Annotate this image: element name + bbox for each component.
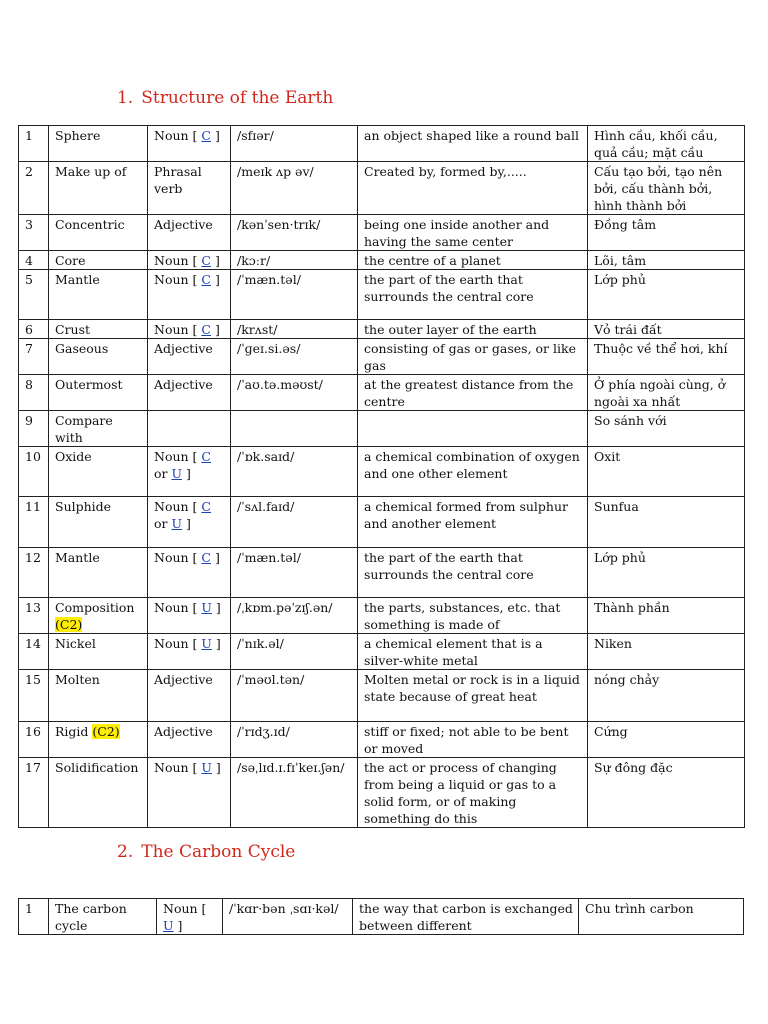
word-cell xyxy=(49,411,148,447)
pos-prefix: Adjective xyxy=(154,217,213,232)
word-text: Core xyxy=(55,253,86,268)
table-row xyxy=(19,126,745,162)
vietnamese-meaning-cell: Oxit xyxy=(588,447,745,497)
word-cell xyxy=(49,670,148,722)
pos-prefix: Noun [ xyxy=(154,449,202,464)
part-of-speech-cell xyxy=(148,634,231,670)
vietnamese-meaning-cell: Sunfua xyxy=(588,497,745,548)
word-text: Sulphide xyxy=(55,499,112,514)
table-row xyxy=(19,251,745,270)
word-cell xyxy=(49,598,148,634)
word-text: Mantle xyxy=(55,550,100,565)
word-text: Compare with xyxy=(55,413,113,445)
word-cell xyxy=(49,375,148,411)
pronunciation-cell: /kənˈsen·trɪk/ xyxy=(231,215,358,251)
word-cell xyxy=(49,126,148,162)
grammar-tag-link[interactable]: U xyxy=(163,918,174,933)
section-2-number: 2. xyxy=(117,842,134,862)
pronunciation-cell: /ˈaʊ.tə.məʊst/ xyxy=(231,375,358,411)
pronunciation-cell: /ˈmæn.təl/ xyxy=(231,548,358,598)
pos-prefix: Noun [ xyxy=(154,600,202,615)
table-row xyxy=(19,162,745,215)
table-row xyxy=(19,447,745,497)
vietnamese-meaning-cell: Chu trình carbon xyxy=(579,899,744,935)
table-row xyxy=(19,411,745,447)
word-cell xyxy=(49,899,157,935)
part-of-speech-cell xyxy=(148,126,231,162)
pos-suffix: ] xyxy=(211,636,221,651)
table-row xyxy=(19,598,745,634)
part-of-speech-cell xyxy=(148,411,231,447)
grammar-tag-link[interactable]: U xyxy=(171,466,183,481)
row-number: 6 xyxy=(19,320,49,339)
part-of-speech-cell xyxy=(148,215,231,251)
vietnamese-meaning-cell: Lớp phủ xyxy=(588,548,745,598)
word-text: Crust xyxy=(55,322,91,337)
table-row xyxy=(19,320,745,339)
table-row xyxy=(19,497,745,548)
pos-prefix: Adjective xyxy=(154,377,213,392)
table-1-body xyxy=(19,126,745,828)
word-cell xyxy=(49,215,148,251)
vietnamese-meaning-cell: Vỏ trái đất xyxy=(588,320,745,339)
table-2-body xyxy=(19,899,744,935)
definition-cell xyxy=(358,411,588,447)
grammar-tag-link[interactable]: C xyxy=(201,272,211,287)
definition-cell: the part of the earth that surrounds the central core xyxy=(358,548,588,598)
pos-prefix: Adjective xyxy=(154,672,213,687)
vietnamese-meaning-cell: Cứng xyxy=(588,722,745,758)
row-number: 4 xyxy=(19,251,49,270)
vietnamese-meaning-cell: Đồng tâm xyxy=(588,215,745,251)
word-cell xyxy=(49,320,148,339)
pos-prefix: Noun [ xyxy=(154,272,202,287)
word-text: Gaseous xyxy=(55,341,109,356)
pos-prefix: Noun [ xyxy=(154,128,202,143)
definition-cell: consisting of gas or gases, or like gas xyxy=(358,339,588,375)
vietnamese-meaning-cell: So sánh với xyxy=(588,411,745,447)
table-row xyxy=(19,339,745,375)
row-number: 2 xyxy=(19,162,49,215)
row-number: 1 xyxy=(19,126,49,162)
definition-cell: being one inside another and having the same center xyxy=(358,215,588,251)
vietnamese-meaning-cell: Hình cầu, khối cầu, quả cầu; mặt cầu xyxy=(588,126,745,162)
part-of-speech-cell xyxy=(148,758,231,828)
word-text: Composition xyxy=(55,600,135,615)
grammar-tag-link[interactable]: C xyxy=(201,550,211,565)
vietnamese-meaning-cell: Cấu tạo bởi, tạo nên bởi, cấu thành bởi, hình thành bởi xyxy=(588,162,745,215)
word-cell xyxy=(49,251,148,270)
table-row xyxy=(19,899,744,935)
vietnamese-meaning-cell: Lớp phủ xyxy=(588,270,745,320)
word-text: Oxide xyxy=(55,449,92,464)
grammar-tag-link[interactable]: C xyxy=(201,499,211,514)
word-cell xyxy=(49,447,148,497)
pos-prefix: Noun [ xyxy=(154,760,202,775)
section-2-heading xyxy=(117,842,295,862)
pronunciation-cell: /sfɪər/ xyxy=(231,126,358,162)
word-text: The carbon cycle xyxy=(55,901,127,933)
pronunciation-cell xyxy=(231,411,358,447)
part-of-speech-cell xyxy=(148,548,231,598)
pronunciation-cell: /ˈɒk.saɪd/ xyxy=(231,447,358,497)
pos-prefix: Phrasal verb xyxy=(154,164,202,196)
row-number: 8 xyxy=(19,375,49,411)
row-number: 5 xyxy=(19,270,49,320)
pronunciation-cell: /kɔːr/ xyxy=(231,251,358,270)
part-of-speech-cell xyxy=(148,320,231,339)
definition-cell: a chemical element that is a silver-white metal xyxy=(358,634,588,670)
pos-prefix: Adjective xyxy=(154,341,213,356)
vocabulary-table-1 xyxy=(18,125,745,828)
word-text: Make up of xyxy=(55,164,127,179)
pos-suffix: ] xyxy=(210,128,220,143)
part-of-speech-cell: Noun [ C or U ] xyxy=(148,447,231,497)
definition-cell: stiff or fixed; not able to be bent or moved xyxy=(358,722,588,758)
definition-cell: the way that carbon is exchanged between different xyxy=(353,899,579,935)
definition-cell: the centre of a planet xyxy=(358,251,588,270)
part-of-speech-cell xyxy=(157,899,223,935)
table-row xyxy=(19,722,745,758)
definition-cell: the outer layer of the earth xyxy=(358,320,588,339)
pronunciation-cell: /ˈrɪdʒ.ɪd/ xyxy=(231,722,358,758)
pos-suffix: ] xyxy=(210,272,220,287)
part-of-speech-cell xyxy=(148,598,231,634)
table-row xyxy=(19,634,745,670)
vietnamese-meaning-cell: Sự đông đặc xyxy=(588,758,745,828)
pronunciation-cell: /ˈɡeɪ.si.əs/ xyxy=(231,339,358,375)
definition-cell: a chemical combination of oxygen and one other element xyxy=(358,447,588,497)
row-number: 13 xyxy=(19,598,49,634)
table-row xyxy=(19,758,745,828)
grammar-tag-link[interactable]: U xyxy=(201,600,212,615)
word-cell xyxy=(49,722,148,758)
section-2-title: The Carbon Cycle xyxy=(141,842,296,862)
part-of-speech-cell xyxy=(148,251,231,270)
pronunciation-cell: /krʌst/ xyxy=(231,320,358,339)
pronunciation-cell: /ˈnɪk.əl/ xyxy=(231,634,358,670)
pronunciation-cell: /meɪk ʌp əv/ xyxy=(231,162,358,215)
section-1-title: Structure of the Earth xyxy=(141,88,334,108)
level-badge: (C2) xyxy=(55,617,83,632)
definition-cell: a chemical formed from sulphur and another element xyxy=(358,497,588,548)
word-cell xyxy=(49,162,148,215)
row-number: 10 xyxy=(19,447,49,497)
vietnamese-meaning-cell: Niken xyxy=(588,634,745,670)
row-number: 12 xyxy=(19,548,49,598)
row-number: 15 xyxy=(19,670,49,722)
definition-cell: at the greatest distance from the centre xyxy=(358,375,588,411)
definition-cell: the act or process of changing from being a liquid or gas to a solid form, or of making something do this xyxy=(358,758,588,828)
table-row xyxy=(19,670,745,722)
pronunciation-cell: /ˈkɑr·bən ˌsɑɪ·kəl/ xyxy=(223,899,353,935)
row-number: 14 xyxy=(19,634,49,670)
grammar-tag-link[interactable]: C xyxy=(201,253,211,268)
pos-prefix: Noun [ xyxy=(163,901,207,916)
part-of-speech-cell xyxy=(148,722,231,758)
pos-suffix: ] xyxy=(182,516,191,531)
section-1-heading xyxy=(117,88,333,108)
pos-suffix: ] xyxy=(210,322,220,337)
word-cell xyxy=(49,497,148,548)
part-of-speech-cell xyxy=(148,670,231,722)
table-row xyxy=(19,548,745,598)
word-cell xyxy=(49,758,148,828)
word-cell xyxy=(49,270,148,320)
pos-prefix: Noun [ xyxy=(154,499,202,514)
grammar-tag-link[interactable]: C xyxy=(201,449,211,464)
definition-cell: the part of the earth that surrounds the central core xyxy=(358,270,588,320)
vocabulary-table-2 xyxy=(18,898,744,935)
pos-suffix: ] xyxy=(173,918,183,933)
word-text: Solidification xyxy=(55,760,139,775)
pronunciation-cell: /ˌkɒm.pəˈzɪʃ.ən/ xyxy=(231,598,358,634)
table-row xyxy=(19,375,745,411)
pos-prefix: Noun [ xyxy=(154,636,202,651)
pronunciation-cell: /səˌlɪd.ɪ.fɪˈkeɪ.ʃən/ xyxy=(231,758,358,828)
vietnamese-meaning-cell: Thuộc về thể hơi, khí xyxy=(588,339,745,375)
part-of-speech-cell: Noun [ C or U ] xyxy=(148,497,231,548)
vietnamese-meaning-cell: Thành phần xyxy=(588,598,745,634)
pos-prefix: Noun [ xyxy=(154,550,202,565)
pos-suffix: ] xyxy=(210,550,220,565)
row-number: 3 xyxy=(19,215,49,251)
vietnamese-meaning-cell: Ở phía ngoài cùng, ở ngoài xa nhất xyxy=(588,375,745,411)
part-of-speech-cell xyxy=(148,339,231,375)
vietnamese-meaning-cell: Lõi, tâm xyxy=(588,251,745,270)
row-number: 1 xyxy=(19,899,49,935)
pronunciation-cell: /ˈmæn.təl/ xyxy=(231,270,358,320)
pos-suffix: ] xyxy=(210,253,220,268)
word-text: Outermost xyxy=(55,377,123,392)
vietnamese-meaning-cell: nóng chảy xyxy=(588,670,745,722)
word-text: Sphere xyxy=(55,128,101,143)
word-text: Rigid xyxy=(55,724,89,739)
part-of-speech-cell xyxy=(148,162,231,215)
grammar-tag-link[interactable]: U xyxy=(201,760,212,775)
level-badge: (C2) xyxy=(92,724,120,739)
table-row xyxy=(19,270,745,320)
word-cell xyxy=(49,548,148,598)
word-text: Concentric xyxy=(55,217,125,232)
section-1-number: 1. xyxy=(117,88,134,108)
row-number: 7 xyxy=(19,339,49,375)
grammar-tag-link[interactable]: C xyxy=(201,128,211,143)
grammar-tag-link[interactable]: U xyxy=(171,516,183,531)
word-cell xyxy=(49,339,148,375)
row-number: 11 xyxy=(19,497,49,548)
pos-prefix: Noun [ xyxy=(154,253,202,268)
row-number: 9 xyxy=(19,411,49,447)
row-number: 16 xyxy=(19,722,49,758)
definition-cell: an object shaped like a round ball xyxy=(358,126,588,162)
pos-prefix: Adjective xyxy=(154,724,213,739)
pronunciation-cell: /ˈsʌl.faɪd/ xyxy=(231,497,358,548)
word-text: Molten xyxy=(55,672,100,687)
part-of-speech-cell xyxy=(148,270,231,320)
grammar-tag-link[interactable]: U xyxy=(201,636,212,651)
table-row xyxy=(19,215,745,251)
definition-cell: Molten metal or rock is in a liquid state because of great heat xyxy=(358,670,588,722)
pos-suffix: ] xyxy=(211,600,221,615)
pos-prefix: Noun [ xyxy=(154,322,202,337)
word-text: Mantle xyxy=(55,272,100,287)
row-number: 17 xyxy=(19,758,49,828)
pos-suffix: ] xyxy=(211,760,221,775)
part-of-speech-cell xyxy=(148,375,231,411)
definition-cell: the parts, substances, etc. that something is made of xyxy=(358,598,588,634)
grammar-tag-link[interactable]: C xyxy=(201,322,211,337)
word-cell xyxy=(49,634,148,670)
word-text: Nickel xyxy=(55,636,96,651)
pronunciation-cell: /ˈməʊl.tən/ xyxy=(231,670,358,722)
definition-cell: Created by, formed by,..... xyxy=(358,162,588,215)
pos-suffix: ] xyxy=(182,466,191,481)
